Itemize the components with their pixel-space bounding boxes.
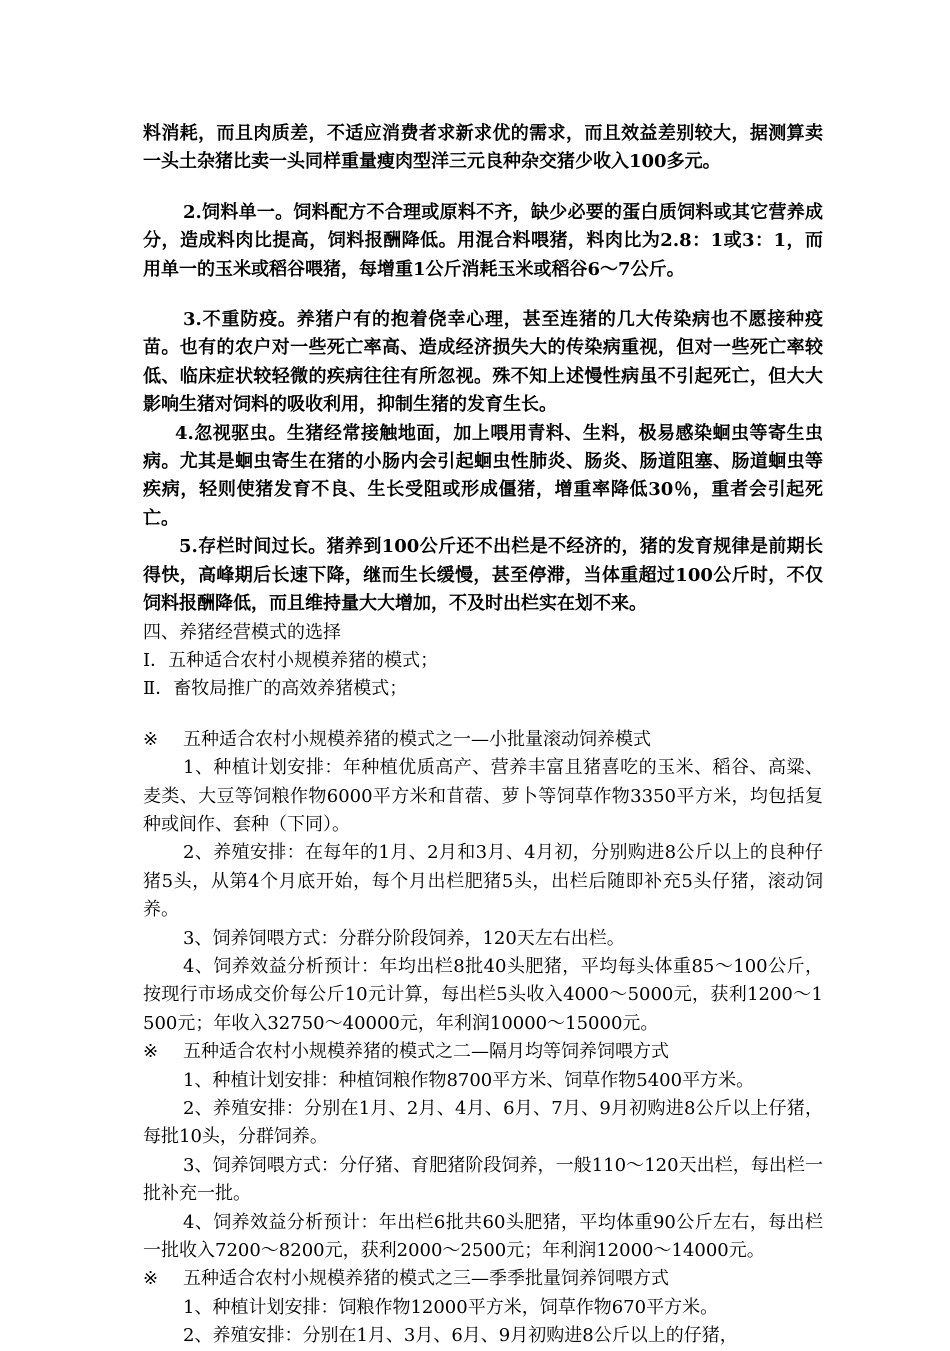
reference-mark: ※ [143,728,159,750]
reference-mark: ※ [143,1268,159,1290]
paragraph-single-feed: 2.饲料单一。饲料配方不合理或原料不齐，缺少必要的蛋白质饲料或其它营养成分，造成料肉比提高，饲料报酬降低。用混合料喂猪，料肉比为2.8：1或3：1，而用单一的玉米或稻谷喂猪，每增重1公斤消耗玉米或稻谷6～7公斤。 [143,201,823,280]
document-page [143,120,823,1351]
list-item-roman-2: Ⅱ．畜牧局推广的高效养猪模式； [143,678,408,700]
model-3-breeding-plan: 2、养殖安排：分别在1月、3月、6月、9月初购进8公斤以上的仔猪， [183,1325,738,1347]
model-heading-3 [143,1265,823,1293]
model-3-planting-plan: 1、种植计划安排：饲粮作物12000平方米，饲草作物670平方米。 [183,1296,719,1318]
paragraph-ignore-deworming: 4.忽视驱虫。生猪经常接触地面，加上喂用青料、生料，极易感染蛔虫等寄生虫病。尤其是蛔虫寄生在猪的小肠内会引起蛔虫性肺炎、肠炎、肠道阻塞、肠道蛔虫等疾病，轻则使猪发育不良、生长受阻或形成僵猪，增重率降低30％，重者会引起死亡。 [143,422,823,529]
model-2-feeding-method: 3、饲养饲喂方式：分仔猪、育肥猪阶段饲养，一般110～120天出栏，每出栏一批补充一批。 [143,1154,823,1205]
model-heading-1-text: 五种适合农村小规模养猪的模式之一—小批量滚动饲养模式 [183,728,651,750]
list-item-roman-1: Ⅰ．五种适合农村小规模养猪的模式； [143,649,439,671]
model-1-benefit-analysis: 4、饲养效益分析预计：年均出栏8批40头肥猪，平均每头体重85～100公斤，按现行市场成交价每公斤10元计算，每出栏5头收入4000～5000元，获利1200～1500元；年收入32750～40000元，年利润10000～15000元。 [143,955,823,1034]
paragraph-feed-consumption: 料消耗，而且肉质差，不适应消费者求新求优的需求，而且效益差别较大，据测算卖一头土杂猪比卖一头同样重量瘦肉型洋三元良种杂交猪少收入100多元。 [143,123,823,173]
model-2-planting-plan: 1、种植计划安排：种植饲粮作物8700平方米、饲草作物5400平方米。 [183,1069,755,1091]
paragraph-no-vaccination: 3.不重防疫。养猪户有的抱着侥幸心理，甚至连猪的几大传染病也不愿接种疫苗。也有的农户对一些死亡率高、造成经济损失大的传染病重视，但对一些死亡率较低、临床症状较轻微的疾病往往有所忽视。殊不知上述慢性病虽不引起死亡，但大大影响生猪对饲料的吸收利用，抑制生猪的发育生长。 [143,309,823,416]
model-1-feeding-method: 3、饲养饲喂方式：分群分阶段饲养，120天左右出栏。 [183,927,625,949]
section-heading-business-models: 四、养猪经营模式的选择 [143,621,341,643]
model-heading-2-text: 五种适合农村小规模养猪的模式之二—隔月均等饲养饲喂方式 [183,1041,669,1063]
reference-mark: ※ [143,1041,159,1063]
model-1-planting-plan: 1、种植计划安排：年种植优质高产、营养丰富且猪喜吃的玉米、稻谷、高粱、麦类、大豆等饲粮作物6000平方米和苜蓿、萝卜等饲草作物3350平方米，均包括复种或间作、套种（下同）。 [143,757,823,835]
paragraph-long-stock-time: 5.存栏时间过长。猪养到100公斤还不出栏是不经济的，猪的发育规律是前期长得快，高峰期后长速下降，继而生长缓慢，甚至停滞，当体重超过100公斤时，不仅饲料报酬降低，而且维持量大大增加，不及时出栏实在划不来。 [143,536,823,615]
model-heading-3-text: 五种适合农村小规模养猪的模式之三—季季批量饲养饲喂方式 [183,1268,669,1290]
model-heading-2 [143,1038,823,1066]
model-2-benefit-analysis: 4、饲养效益分析预计：年出栏6批共60头肥猪，平均体重90公斤左右，每出栏一批收入7200～8200元，获利2000～2500元；年利润12000～14000元。 [143,1211,823,1262]
model-2-breeding-plan: 2、养殖安排：分别在1月、2月、4月、6月、7月、9月初购进8公斤以上仔猪，每批10头，分群饲养。 [143,1098,823,1148]
model-1-breeding-plan: 2、养殖安排：在每年的1月、2月和3月、4月初，分别购进8公斤以上的良种仔猪5头，从第4个月底开始，每个月出栏肥猪5头，出栏后随即补充5头仔猪，滚动饲养。 [143,842,823,921]
model-heading-1 [143,726,823,754]
